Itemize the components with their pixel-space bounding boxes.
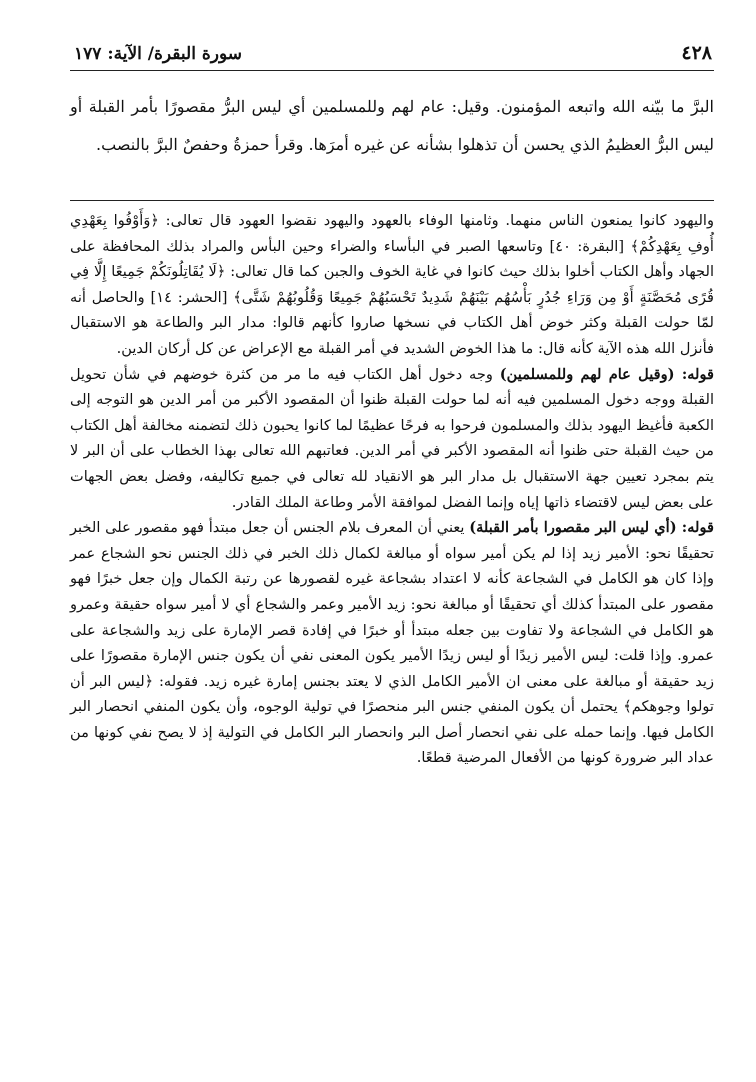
document-page [70, 0, 714, 1082]
commentary-paragraph-2 [70, 362, 714, 516]
commentary-paragraph-3 [70, 515, 714, 771]
commentary-body-2: وجه دخول أهل الكتاب فيه ما مر من كثرة خوضهم في شأن تحويل القبلة ووجه دخول المسلمين فيه أنه لما حولت القبلة ظنوا أن المقصود الأكبر من أمر الدين هو التوجه إلى الكعبة فأغيظ اليهود بذلك والمسلمون فرحوا به فرحًا عظيمًا لما كانوا يحبون ذلك لتضمنه مخالفة أهل الكتاب من حيث القبلة حتى ظنوا أنه المقصود الأكبر في أمر الدين. فعاتبهم الله تعالى بهذا الخطاب على أن البر لا يتم بمجرد تعيين جهة الاستقبال بل مدار البر هو الانقياد لله تعالى في جميع تكاليفه، وفضل بعض الجهات على بعض ليس لاقتضاء ذاتها إياه وإنما الفضل لموافقة الأمر وطاعة الملك القادر. [70, 365, 714, 511]
surah-reference: سورة البقرة/ الآية: ١٧٧ [74, 44, 242, 64]
page-number: ٤٢٨ [681, 42, 712, 64]
commentary-paragraph-1: واليهود كانوا يمنعون الناس منهما. وثامنها الوفاء بالعهود واليهود نقضوا العهود قال تعالى: ﴿وَأَوْفُوا بِعَهْدِي أُوفِ بِعَهْدِكُمْ﴾ [البقرة: ٤٠] وتاسعها الصبر في البأساء والضراء وحين البأس والمراد بذلك المحافظة على الجهاد وأهل الكتاب أخلوا بذلك حيث كانوا في غاية الخوف والجبن كما قال تعالى: ﴿لَا يُقَاتِلُونَكُمْ جَمِيعًا إِلَّا فِي قُرًى مُحَصَّنَةٍ أَوْ مِن وَرَاءِ جُدُرٍ بَأْسُهُم بَيْنَهُمْ شَدِيدٌ تَحْسَبُهُمْ جَمِيعًا وَقُلُوبُهُمْ شَتَّى﴾ [الحشر: ١٤] والحاصل أنه لمّا حولت القبلة وكثر خوض أهل الكتاب في نسخها صاروا كأنهم قالوا: مدار البر والطاعة هو الاستقبال فأنزل الله هذه الآية كأنه قال: ما هذا الخوض الشديد في أمر القبلة مع الإعراض عن كل أركان الدين. [70, 212, 714, 357]
commentary-section [70, 208, 714, 771]
commentary-heading-3: قوله: (أي ليس البر مقصورا بأمر القبلة) [469, 519, 714, 537]
tafsir-main-text: البرَّ ما بيّنه الله واتبعه المؤمنون. وقيل: عام لهم وللمسلمين أي ليس البرُّ مقصورًا بأمر القبلة أو ليس البرُّ العظيمُ الذي يحسن أن تذهلوا بشأنه عن غيره أمرَها. وقرأ حمزةُ وحفصٌ البرَّ بالنصب. [70, 97, 714, 154]
footnote-divider [70, 200, 714, 201]
commentary-heading-2: قوله: (وقيل عام لهم وللمسلمين) [499, 365, 714, 383]
commentary-body-3: يعني أن المعرف بلام الجنس أن جعل مبتدأ فهو مقصور على الخبر تحقيقًا نحو: الأمير زيد إذا لم يكن أمير سواه أو مبالغة لكمال ذلك الخبر في ذلك الجنس نحو الشجاع عمر وإذا كان هو الكامل في الشجاعة كأنه لا اعتداد بشجاعة غيره لقصورها عن رتبة الكمال وإن جعل خبرًا فهو مقصور على المبتدأ كذلك أي تحقيقًا أو مبالغة نحو: زيد الأمير وعمر والشجاع أي لا أمير سواه حقيقة وعمرو هو الكامل في الشجاعة ولا تفاوت بين جعله مبتدأ أو خبرًا في إفادة قصر الإمارة على زيد والشجاعة على عمرو. وإذا قلت: ليس الأمير زيدًا أو ليس زيدًا الأمير يكون المعنى نفي أن يكون جنس الإمارة مقصورًا على زيد حقيقة أو مبالغة على معنى ان الأمير الكامل الذي لا يعتد بجنس إمارة غيره زيد. فقوله: ﴿ليس البر أن تولوا وجوهكم﴾ يحتمل أن يكون المنفي جنس البر منحصرًا في تولية الوجوه، وأن يكون المنفي انحصار البر الكامل فيها. وإنما حمله على نفي انحصار أصل البر وانحصار البر الكامل في التولية إذ لا يصح نفي كونها من عداد البر ضرورة كونها من الأفعال المرضية قطعًا. [70, 519, 714, 767]
page-header [70, 40, 714, 71]
